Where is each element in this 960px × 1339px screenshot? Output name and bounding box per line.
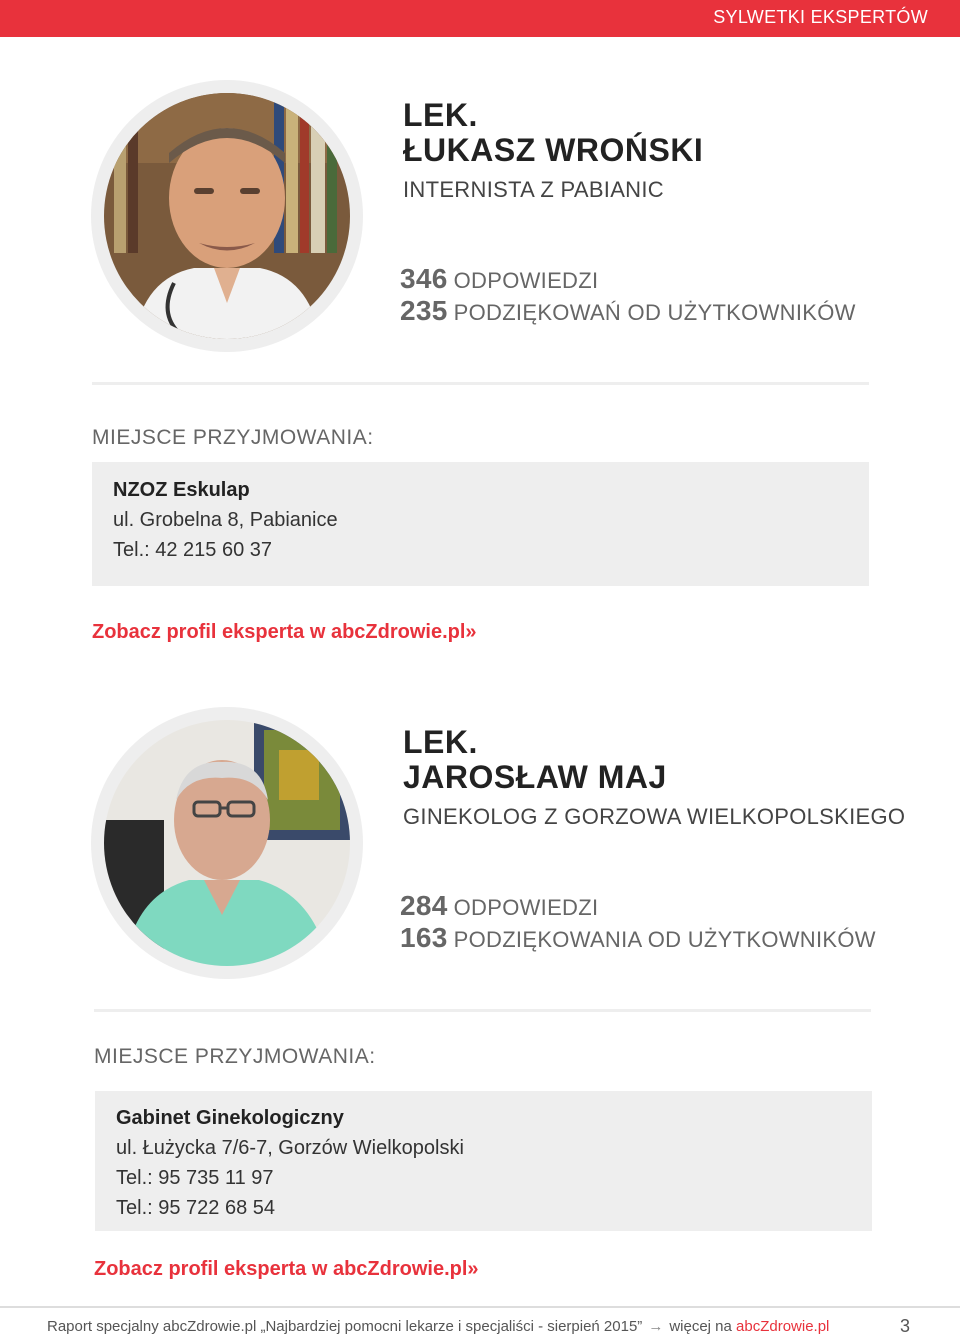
expert-title-prefix: LEK. [403, 97, 478, 133]
report-prefix: Raport specjalny [47, 1318, 163, 1335]
report-title: „Najbardziej pomocni lekarze i specjaliści - sierpień 2015” [256, 1318, 643, 1335]
answers-stat [400, 263, 598, 295]
report-site: abcZdrowie.pl [162, 1318, 257, 1335]
thanks-label: PODZIĘKOWANIA OD UŻYTKOWNIKÓW [453, 927, 876, 952]
expert-specialty: GINEKOLOG Z GORZOWA WIELKOPOLSKIEGO [403, 804, 906, 829]
expert-name: ŁUKASZ WROŃSKI [403, 132, 704, 168]
answers-count: 346 [400, 263, 448, 294]
more-prefix: więcej na [669, 1318, 737, 1335]
answers-label: ODPOWIEDZI [453, 268, 599, 293]
address-box [92, 462, 869, 586]
clinic-street: ul. Grobelna 8, Pabianice [113, 509, 338, 531]
expert-photo [104, 720, 350, 966]
header-bar [0, 0, 960, 37]
divider [92, 382, 869, 385]
section-title: SYLWETKI EKSPERTÓW [713, 7, 928, 27]
clinic-street: ul. Łużycka 7/6-7, Gorzów Wielkopolski [116, 1137, 464, 1159]
page-number: 3 [899, 1316, 910, 1336]
clinic-phone: Tel.: 95 735 11 97 [116, 1167, 274, 1189]
answers-stat [400, 890, 598, 922]
expert-title-prefix: LEK. [403, 724, 478, 760]
expert-profile-link[interactable]: Zobacz profil eksperta w abcZdrowie.pl» [92, 621, 477, 643]
expert-name: JAROSŁAW MAJ [403, 759, 667, 795]
clinic-phone: Tel.: 95 722 68 54 [116, 1197, 276, 1219]
thanks-label: PODZIĘKOWAŃ OD UŻYTKOWNIKÓW [453, 300, 856, 325]
answers-label: ODPOWIEDZI [453, 895, 599, 920]
thanks-stat [400, 922, 876, 954]
address-box [95, 1091, 872, 1231]
clinic-name: NZOZ Eskulap [113, 479, 250, 501]
more-site-link[interactable]: abcZdrowie.pl [736, 1318, 830, 1335]
divider [94, 1009, 871, 1012]
clinic-phone: Tel.: 42 215 60 37 [113, 539, 273, 561]
location-label: MIEJSCE PRZYJMOWANIA: [92, 426, 374, 449]
expert-specialty: INTERNISTA Z PABIANIC [403, 177, 664, 202]
expert-photo [104, 93, 350, 339]
footer [47, 1318, 829, 1335]
thanks-count: 235 [400, 295, 448, 326]
footer-rule [0, 1306, 960, 1308]
expert-profile-link[interactable]: Zobacz profil eksperta w abcZdrowie.pl» [94, 1258, 479, 1280]
clinic-name: Gabinet Ginekologiczny [116, 1107, 344, 1129]
thanks-count: 163 [400, 922, 448, 953]
thanks-stat [400, 295, 856, 327]
answers-count: 284 [400, 890, 448, 921]
location-label: MIEJSCE PRZYJMOWANIA: [94, 1045, 376, 1068]
arrow-right-icon: → [648, 1318, 664, 1335]
